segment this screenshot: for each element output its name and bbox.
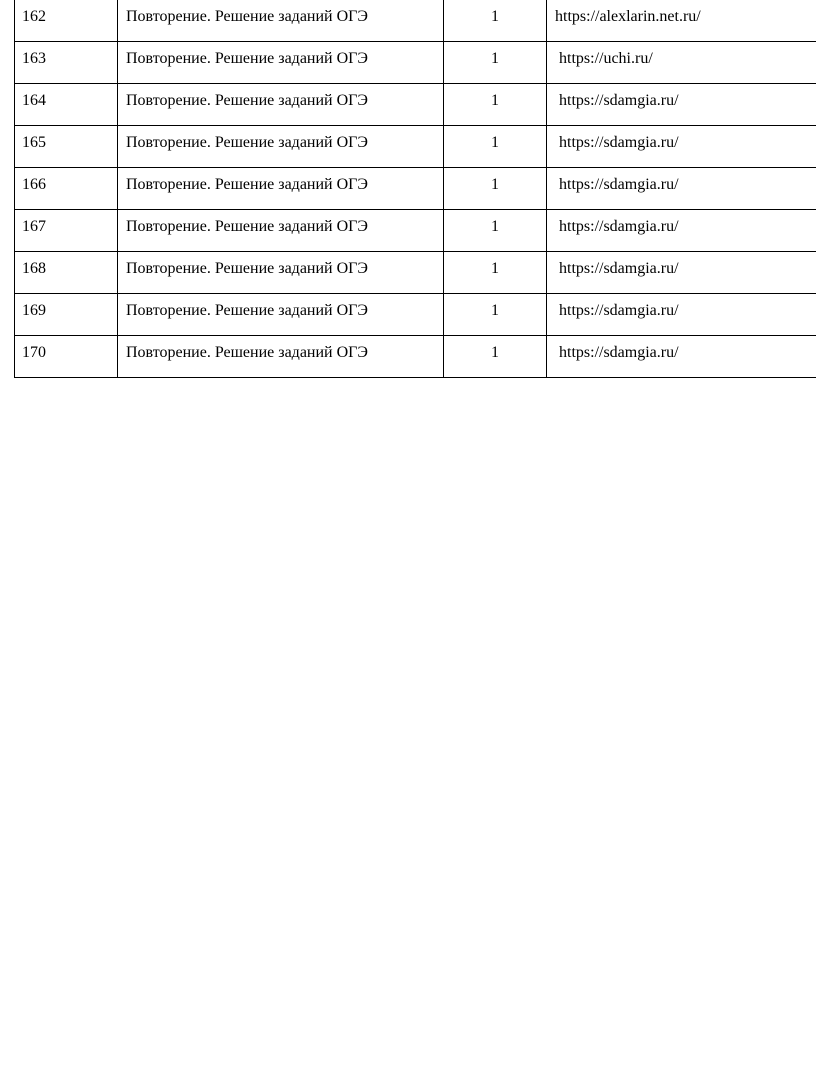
lesson-hours: 1 bbox=[491, 344, 499, 361]
lesson-hours-cell bbox=[444, 252, 547, 294]
lesson-topic-cell bbox=[118, 168, 444, 210]
resource-link[interactable]: https://sdamgia.ru/ bbox=[559, 302, 679, 319]
lesson-number-cell bbox=[15, 336, 118, 378]
resource-link-cell bbox=[547, 210, 816, 252]
lesson-hours: 1 bbox=[491, 218, 499, 235]
resource-link-cell bbox=[547, 336, 816, 378]
lesson-hours-cell bbox=[444, 168, 547, 210]
lesson-hours: 1 bbox=[491, 176, 499, 193]
lesson-number-cell bbox=[15, 0, 118, 42]
table-row bbox=[15, 294, 816, 336]
lesson-number-cell bbox=[15, 84, 118, 126]
lesson-number-cell bbox=[15, 168, 118, 210]
resource-link-cell bbox=[547, 252, 816, 294]
lesson-topic: Повторение. Решение заданий ОГЭ bbox=[126, 50, 368, 67]
resource-link[interactable]: https://uchi.ru/ bbox=[559, 50, 653, 67]
lesson-hours-cell bbox=[444, 126, 547, 168]
resource-link-cell bbox=[547, 0, 816, 42]
resource-link[interactable]: https://sdamgia.ru/ bbox=[559, 176, 679, 193]
lesson-number: 163 bbox=[22, 50, 46, 67]
lesson-topic-cell bbox=[118, 42, 444, 84]
lesson-hours-cell bbox=[444, 210, 547, 252]
table-row bbox=[15, 42, 816, 84]
resource-link[interactable]: https://sdamgia.ru/ bbox=[559, 260, 679, 277]
lesson-topic-cell bbox=[118, 294, 444, 336]
resource-link-cell bbox=[547, 168, 816, 210]
lesson-topic-cell bbox=[118, 84, 444, 126]
lesson-hours-cell bbox=[444, 42, 547, 84]
lesson-number: 164 bbox=[22, 92, 46, 109]
lesson-plan-table-body bbox=[15, 0, 816, 378]
lesson-topic: Повторение. Решение заданий ОГЭ bbox=[126, 302, 368, 319]
lesson-number: 168 bbox=[22, 260, 46, 277]
lesson-topic: Повторение. Решение заданий ОГЭ bbox=[126, 344, 368, 361]
resource-link[interactable]: https://sdamgia.ru/ bbox=[559, 134, 679, 151]
table-row bbox=[15, 0, 816, 42]
lesson-number: 167 bbox=[22, 218, 46, 235]
lesson-number-cell bbox=[15, 42, 118, 84]
lesson-topic: Повторение. Решение заданий ОГЭ bbox=[126, 134, 368, 151]
lesson-hours-cell bbox=[444, 294, 547, 336]
lesson-number: 170 bbox=[22, 344, 46, 361]
lesson-topic: Повторение. Решение заданий ОГЭ bbox=[126, 176, 368, 193]
lesson-topic: Повторение. Решение заданий ОГЭ bbox=[126, 92, 368, 109]
lesson-plan-table bbox=[14, 0, 816, 378]
table-row bbox=[15, 210, 816, 252]
table-row bbox=[15, 252, 816, 294]
lesson-topic-cell bbox=[118, 336, 444, 378]
resource-link-cell bbox=[547, 294, 816, 336]
table-row bbox=[15, 126, 816, 168]
resource-link-cell bbox=[547, 126, 816, 168]
lesson-topic: Повторение. Решение заданий ОГЭ bbox=[126, 218, 368, 235]
lesson-number-cell bbox=[15, 126, 118, 168]
lesson-hours-cell bbox=[444, 0, 547, 42]
lesson-hours-cell bbox=[444, 84, 547, 126]
resource-link-cell bbox=[547, 84, 816, 126]
lesson-hours: 1 bbox=[491, 50, 499, 67]
lesson-topic: Повторение. Решение заданий ОГЭ bbox=[126, 260, 368, 277]
lesson-topic: Повторение. Решение заданий ОГЭ bbox=[126, 8, 368, 25]
lesson-number-cell bbox=[15, 252, 118, 294]
resource-link-cell bbox=[547, 42, 816, 84]
lesson-number: 165 bbox=[22, 134, 46, 151]
table-row bbox=[15, 168, 816, 210]
lesson-hours: 1 bbox=[491, 8, 499, 25]
resource-link[interactable]: https://sdamgia.ru/ bbox=[559, 218, 679, 235]
lesson-topic-cell bbox=[118, 0, 444, 42]
resource-link[interactable]: https://alexlarin.net.ru/ bbox=[555, 8, 701, 25]
lesson-number-cell bbox=[15, 210, 118, 252]
lesson-hours: 1 bbox=[491, 92, 499, 109]
lesson-number: 166 bbox=[22, 176, 46, 193]
table-row bbox=[15, 84, 816, 126]
lesson-topic-cell bbox=[118, 252, 444, 294]
lesson-number: 169 bbox=[22, 302, 46, 319]
lesson-hours-cell bbox=[444, 336, 547, 378]
lesson-number: 162 bbox=[22, 8, 46, 25]
table-row bbox=[15, 336, 816, 378]
lesson-hours: 1 bbox=[491, 302, 499, 319]
lesson-hours: 1 bbox=[491, 134, 499, 151]
resource-link[interactable]: https://sdamgia.ru/ bbox=[559, 344, 679, 361]
lesson-hours: 1 bbox=[491, 260, 499, 277]
lesson-topic-cell bbox=[118, 210, 444, 252]
resource-link[interactable]: https://sdamgia.ru/ bbox=[559, 92, 679, 109]
lesson-topic-cell bbox=[118, 126, 444, 168]
lesson-number-cell bbox=[15, 294, 118, 336]
